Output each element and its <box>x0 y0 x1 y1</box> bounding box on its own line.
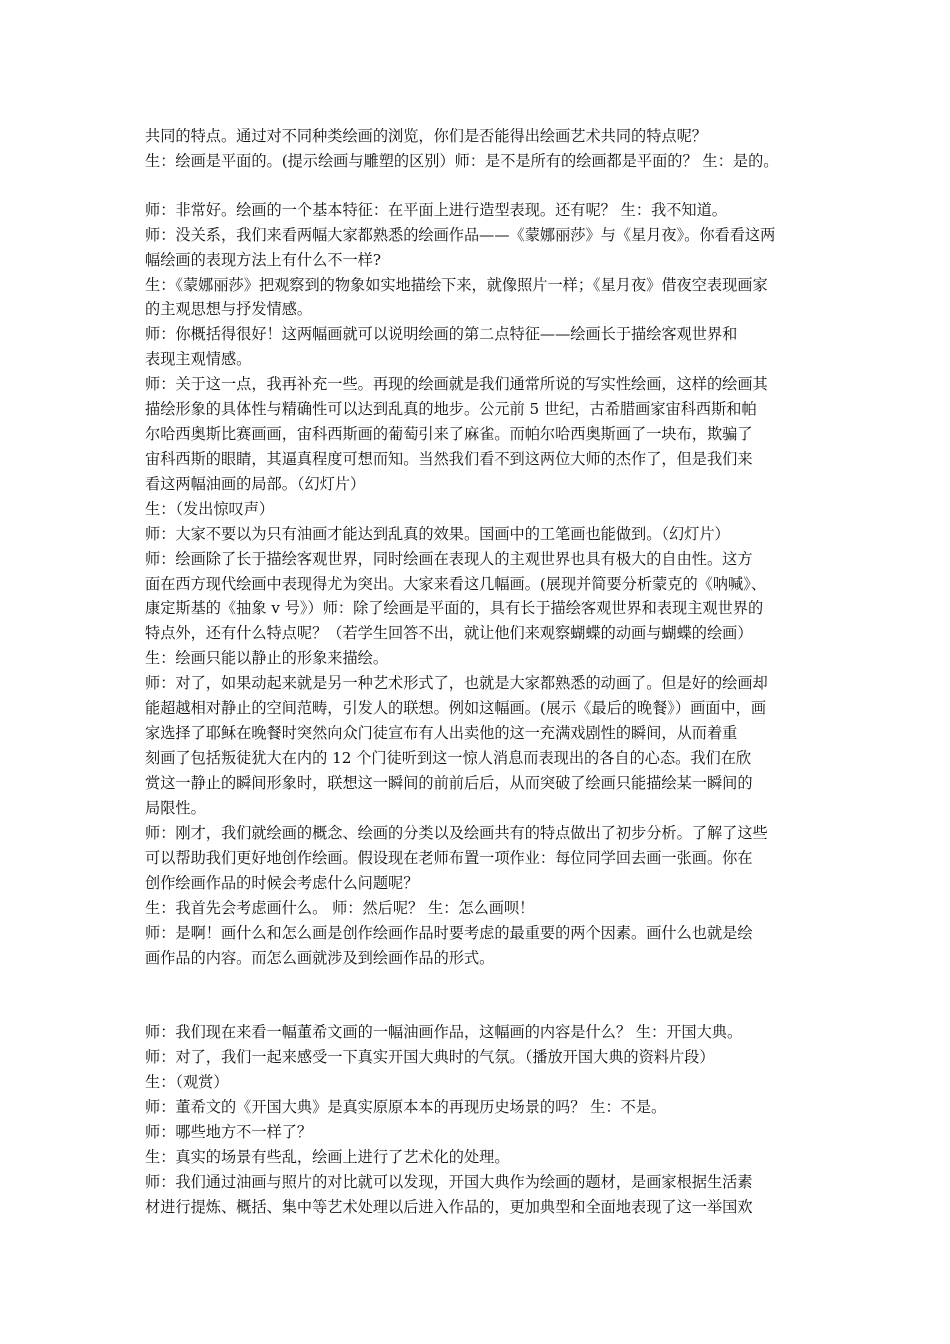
text-line: 看这两幅油画的局部。（幻灯片） <box>145 475 366 493</box>
text-line: 师：董希文的《开国大典》是真实原原本本的再现历史场景的吗？ 生：不是。 <box>145 1098 667 1116</box>
text-line: 师：你概括得很好！这两幅画就可以说明绘画的第二点特征——绘画长于描绘客观世界和 <box>145 325 738 343</box>
text-line: 师：哪些地方不一样了？ <box>145 1123 313 1141</box>
text-line: 师：我们通过油画与照片的对比就可以发现，开国大典作为绘画的题材，是画家根据生活素 <box>145 1173 753 1191</box>
text-line: 共同的特点。通过对不同种类绘画的浏览，你们是否能得出绘画艺术共同的特点呢？ <box>145 127 707 145</box>
text-line: 表现主观情感。 <box>145 350 252 368</box>
text-line: 赏这一静止的瞬间形象时，联想这一瞬间的前前后后，从而突破了绘画只能描绘某一瞬间的 <box>145 774 753 792</box>
text-line: 宙科西斯的眼睛，其逼真程度可想而知。当然我们看不到这两位大师的杰作了，但是我们来 <box>145 450 753 468</box>
text-line: 师：非常好。绘画的一个基本特征：在平面上进行造型表现。还有呢？ 生：我不知道。 <box>145 201 727 219</box>
text-line: 师：我们现在来看一幅董希文画的一幅油画作品，这幅画的内容是什么？ 生：开国大典。 <box>145 1023 743 1041</box>
text-line: 尔哈西奥斯比赛画画，宙科西斯画的葡萄引来了麻雀。而帕尔哈西奥斯画了一块布，欺骗了 <box>145 425 753 443</box>
text-line: 幅绘画的表现方法上有什么不一样? <box>145 251 381 269</box>
text-line: 师：是啊！画什么和怎么画是创作绘画作品时要考虑的最重要的两个因素。画什么也就是绘 <box>145 924 753 942</box>
text-line: 创作绘画作品的时候会考虑什么问题呢？ <box>145 874 419 892</box>
text-line: 生：《蒙娜丽莎》把观察到的物象如实地描绘下来，就像照片一样；《星月夜》借夜空表现画家 <box>145 276 768 294</box>
text-line: 师：大家不要以为只有油画才能达到乱真的效果。国画中的工笔画也能做到。（幻灯片） <box>145 525 730 543</box>
text-line: 师：关于这一点，我再补充一些。再现的绘画就是我们通常所说的写实性绘画，这样的绘画其 <box>145 375 768 393</box>
text-line: 描绘形象的具体性与精确性可以达到乱真的地步。公元前 5 世纪，古希腊画家宙科西斯和帕 <box>145 400 757 418</box>
text-line: 师：没关系，我们来看两幅大家都熟悉的绘画作品——《蒙娜丽莎》与《星月夜》。你看看这两 <box>145 226 776 244</box>
text-line: 生：绘画只能以静止的形象来描绘。 <box>145 649 388 667</box>
text-line: 生：（观赏） <box>145 1073 229 1091</box>
text-line: 材进行提炼、概括、集中等艺术处理以后进入作品的，更加典型和全面地表现了这一举国欢 <box>145 1198 753 1216</box>
text-line: 能超越相对静止的空间范畴，引发人的联想。例如这幅画。(展示《最后的晚餐》）画面中，画 <box>145 699 767 717</box>
text-line: 可以帮助我们更好地创作绘画。假设现在老师布置一项作业：每位同学回去画一张画。你在 <box>145 849 753 867</box>
text-line: 面在西方现代绘画中表现得尤为突出。大家来看这几幅画。(展现并简要分析蒙克的《呐喊》、 <box>145 575 767 593</box>
text-line: 师：刚才，我们就绘画的概念、绘画的分类以及绘画共有的特点做出了初步分析。了解了这些 <box>145 824 768 842</box>
text-line: 刻画了包括叛徒犹大在内的 12 个门徒听到这一惊人消息而表现出的各自的心态。我们在欣 <box>145 749 752 767</box>
text-line: 特点外，还有什么特点呢？（若学生回答不出，就让他们来观察蝴蝶的动画与蝴蝶的绘画） <box>145 624 753 642</box>
text-line: 画作品的内容。而怎么画就涉及到绘画作品的形式。 <box>145 949 495 967</box>
text-line: 的主观思想与抒发情感。 <box>145 300 313 318</box>
text-line: 局限性。 <box>145 799 206 817</box>
text-line: 师：绘画除了长于描绘客观世界，同时绘画在表现人的主观世界也具有极大的自由性。这方 <box>145 550 753 568</box>
text-line: 生：我首先会考虑画什么。 师：然后呢？ 生：怎么画呗！ <box>145 899 535 917</box>
text-line: 家选择了耶稣在晚餐时突然向众门徒宣布有人出卖他的这一充满戏剧性的瞬间，从而着重 <box>145 724 738 742</box>
text-line: 生：（发出惊叹声） <box>145 500 275 518</box>
text-line: 生：绘画是平面的。(提示绘画与雕塑的区别）师：是不是所有的绘画都是平面的？ 生：是的。 <box>145 152 779 170</box>
text-line: 康定斯基的《抽象 v 号》）师：除了绘画是平面的，具有长于描绘客观世界和表现主观世界的 <box>145 599 764 617</box>
text-line: 师：对了，如果动起来就是另一种艺术形式了，也就是大家都熟悉的动画了。但是好的绘画却 <box>145 674 768 692</box>
text-line: 师：对了，我们一起来感受一下真实开国大典时的气氛。（播放开国大典的资料片段） <box>145 1048 715 1066</box>
text-line: 生：真实的场景有些乱，绘画上进行了艺术化的处理。 <box>145 1148 510 1166</box>
